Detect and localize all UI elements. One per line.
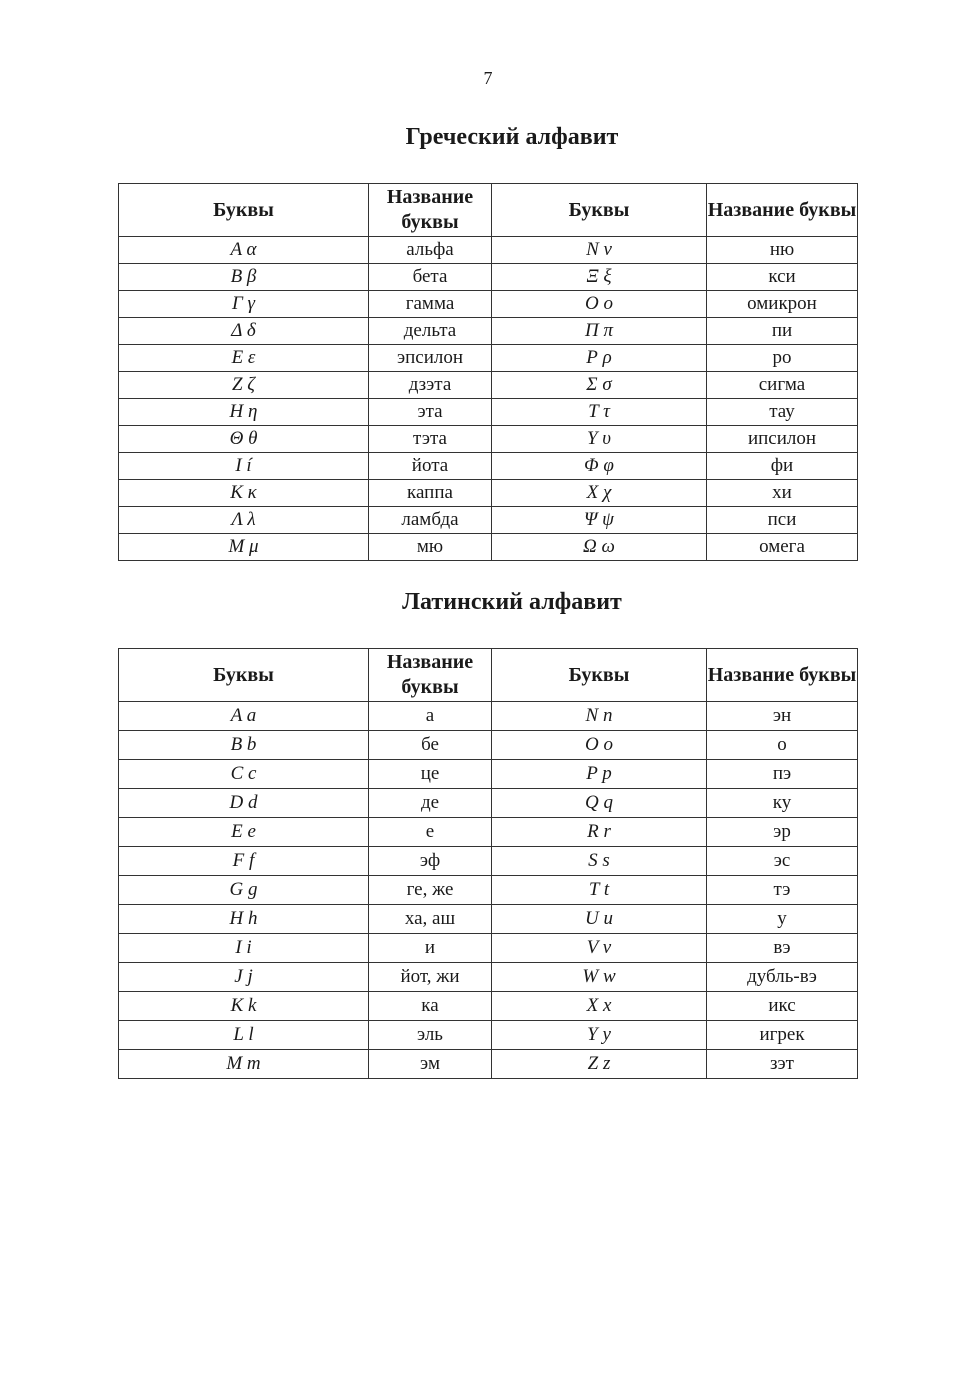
letters-cell: V v xyxy=(492,934,707,963)
page-number: 7 xyxy=(483,68,493,88)
table-row xyxy=(119,818,858,847)
letter-name-cell: дельта xyxy=(369,318,492,345)
table-row xyxy=(119,847,858,876)
table-row xyxy=(119,318,858,345)
letters-cell: T t xyxy=(492,876,707,905)
letter-name-cell: игрек xyxy=(707,1021,858,1050)
letter-name-cell: эн xyxy=(707,702,858,731)
letter-name-cell: дубль-вэ xyxy=(707,963,858,992)
letters-cell: O o xyxy=(492,731,707,760)
table-row xyxy=(119,345,858,372)
table-row xyxy=(119,934,858,963)
column-header-letters: Буквы xyxy=(119,649,369,702)
letter-name-cell: фи xyxy=(707,453,858,480)
table-row xyxy=(119,237,858,264)
letter-name-cell: эль xyxy=(369,1021,492,1050)
latin-table-body xyxy=(119,702,858,1079)
table-row xyxy=(119,1021,858,1050)
letters-cell: Q q xyxy=(492,789,707,818)
letters-cell: Σ σ xyxy=(492,372,707,399)
letters-cell: Η η xyxy=(119,399,369,426)
letter-name-cell: каппа xyxy=(369,480,492,507)
greek-alphabet-title: Греческий алфавит xyxy=(405,124,619,150)
letters-cell: Y y xyxy=(492,1021,707,1050)
table-row xyxy=(119,534,858,561)
column-header-letter-name: Название буквы xyxy=(369,184,492,237)
letters-cell: Ξ ξ xyxy=(492,264,707,291)
letter-name-cell: бе xyxy=(369,731,492,760)
table-row xyxy=(119,992,858,1021)
letters-cell: B b xyxy=(119,731,369,760)
letters-cell: Ω ω xyxy=(492,534,707,561)
table-header-row xyxy=(119,184,858,237)
letter-name-cell: омикрон xyxy=(707,291,858,318)
letters-cell: Α α xyxy=(119,237,369,264)
letters-cell: Χ χ xyxy=(492,480,707,507)
letters-cell: G g xyxy=(119,876,369,905)
letter-name-cell: у xyxy=(707,905,858,934)
column-header-letter-name: Название буквы xyxy=(369,649,492,702)
letter-name-cell: ге, же xyxy=(369,876,492,905)
letters-cell: Υ υ xyxy=(492,426,707,453)
letter-name-cell: эта xyxy=(369,399,492,426)
letter-name-cell: эф xyxy=(369,847,492,876)
letters-cell: D d xyxy=(119,789,369,818)
letter-name-cell: де xyxy=(369,789,492,818)
letters-cell: Δ δ xyxy=(119,318,369,345)
letters-cell: Ο ο xyxy=(492,291,707,318)
column-header-letters: Буквы xyxy=(119,184,369,237)
letters-cell: S s xyxy=(492,847,707,876)
letter-name-cell: гамма xyxy=(369,291,492,318)
letter-name-cell: сигма xyxy=(707,372,858,399)
table-row xyxy=(119,876,858,905)
letter-name-cell: ню xyxy=(707,237,858,264)
table-row xyxy=(119,426,858,453)
letters-cell: U u xyxy=(492,905,707,934)
letters-cell: Κ κ xyxy=(119,480,369,507)
table-row xyxy=(119,1050,858,1079)
letter-name-cell: хи xyxy=(707,480,858,507)
letters-cell: Φ φ xyxy=(492,453,707,480)
letters-cell: Λ λ xyxy=(119,507,369,534)
letters-cell: Z z xyxy=(492,1050,707,1079)
letter-name-cell: тэта xyxy=(369,426,492,453)
letter-name-cell: о xyxy=(707,731,858,760)
letters-cell: E e xyxy=(119,818,369,847)
table-row xyxy=(119,760,858,789)
table-row xyxy=(119,702,858,731)
table-row xyxy=(119,453,858,480)
column-header-letters: Буквы xyxy=(492,184,707,237)
letter-name-cell: а xyxy=(369,702,492,731)
letters-cell: Ρ ρ xyxy=(492,345,707,372)
letter-name-cell: ипсилон xyxy=(707,426,858,453)
table-row xyxy=(119,963,858,992)
letter-name-cell: тау xyxy=(707,399,858,426)
table-row xyxy=(119,399,858,426)
letters-cell: H h xyxy=(119,905,369,934)
letter-name-cell: зэт xyxy=(707,1050,858,1079)
table-row xyxy=(119,480,858,507)
letter-name-cell: ку xyxy=(707,789,858,818)
column-header-letter-name: Название буквы xyxy=(707,649,858,702)
letter-name-cell: йота xyxy=(369,453,492,480)
letters-cell: Θ θ xyxy=(119,426,369,453)
letters-cell: Γ γ xyxy=(119,291,369,318)
letters-cell: P p xyxy=(492,760,707,789)
letters-cell: W w xyxy=(492,963,707,992)
letter-name-cell: дзэта xyxy=(369,372,492,399)
letters-cell: Μ μ xyxy=(119,534,369,561)
table-row xyxy=(119,264,858,291)
letter-name-cell: бета xyxy=(369,264,492,291)
letter-name-cell: эр xyxy=(707,818,858,847)
letter-name-cell: эпсилон xyxy=(369,345,492,372)
table-row xyxy=(119,731,858,760)
letters-cell: F f xyxy=(119,847,369,876)
letter-name-cell: омега xyxy=(707,534,858,561)
letter-name-cell: икс xyxy=(707,992,858,1021)
table-row xyxy=(119,372,858,399)
letter-name-cell: пи xyxy=(707,318,858,345)
latin-alphabet-title: Латинский алфавит xyxy=(402,589,622,615)
greek-alphabet-table xyxy=(118,183,858,561)
letters-cell: M m xyxy=(119,1050,369,1079)
letter-name-cell: мю xyxy=(369,534,492,561)
letters-cell: J j xyxy=(119,963,369,992)
letter-name-cell: и xyxy=(369,934,492,963)
letter-name-cell: пэ xyxy=(707,760,858,789)
letters-cell: R r xyxy=(492,818,707,847)
letter-name-cell: кси xyxy=(707,264,858,291)
letter-name-cell: ро xyxy=(707,345,858,372)
letter-name-cell: эм xyxy=(369,1050,492,1079)
letters-cell: X x xyxy=(492,992,707,1021)
table-row xyxy=(119,789,858,818)
letters-cell: Ζ ζ xyxy=(119,372,369,399)
latin-alphabet-table xyxy=(118,648,858,1079)
table-header-row xyxy=(119,649,858,702)
letter-name-cell: ка xyxy=(369,992,492,1021)
letter-name-cell: альфа xyxy=(369,237,492,264)
column-header-letter-name: Название буквы xyxy=(707,184,858,237)
letter-name-cell: вэ xyxy=(707,934,858,963)
letters-cell: N n xyxy=(492,702,707,731)
table-row xyxy=(119,905,858,934)
letters-cell: Ε ε xyxy=(119,345,369,372)
letters-cell: C c xyxy=(119,760,369,789)
table-row xyxy=(119,507,858,534)
letter-name-cell: йот, жи xyxy=(369,963,492,992)
letters-cell: I i xyxy=(119,934,369,963)
letter-name-cell: це xyxy=(369,760,492,789)
letters-cell: A a xyxy=(119,702,369,731)
letters-cell: Ν ν xyxy=(492,237,707,264)
letter-name-cell: эс xyxy=(707,847,858,876)
letters-cell: K k xyxy=(119,992,369,1021)
letters-cell: L l xyxy=(119,1021,369,1050)
letter-name-cell: ха, аш xyxy=(369,905,492,934)
table-row xyxy=(119,291,858,318)
greek-table-body xyxy=(119,237,858,561)
letter-name-cell: пси xyxy=(707,507,858,534)
letters-cell: Ι í xyxy=(119,453,369,480)
letter-name-cell: е xyxy=(369,818,492,847)
letter-name-cell: тэ xyxy=(707,876,858,905)
letters-cell: Β β xyxy=(119,264,369,291)
letters-cell: Ψ ψ xyxy=(492,507,707,534)
letters-cell: Τ τ xyxy=(492,399,707,426)
letters-cell: Π π xyxy=(492,318,707,345)
column-header-letters: Буквы xyxy=(492,649,707,702)
letter-name-cell: ламбда xyxy=(369,507,492,534)
